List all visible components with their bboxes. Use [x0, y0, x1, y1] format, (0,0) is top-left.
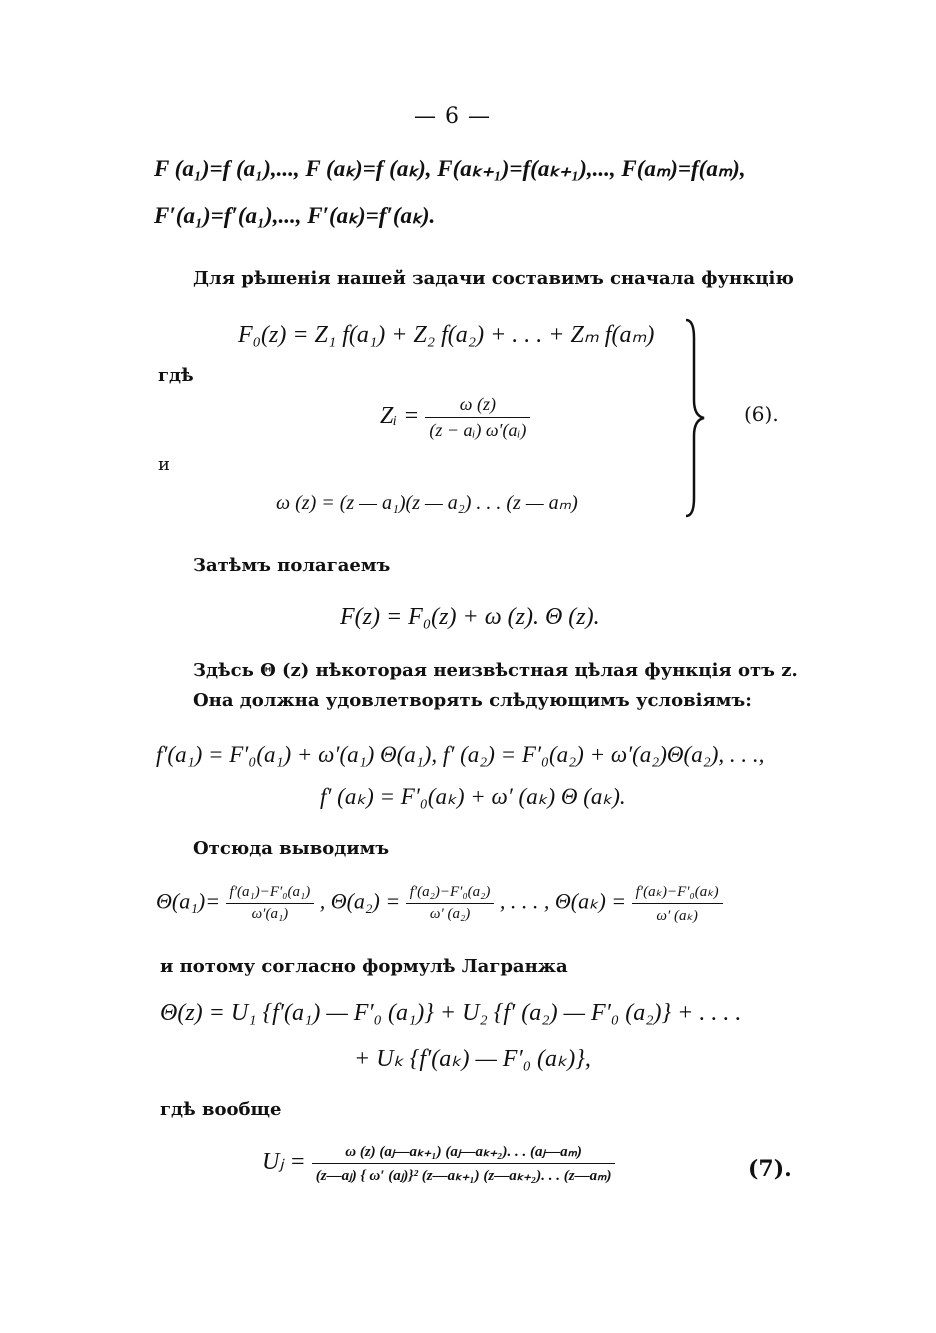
- theta-1-fraction: [226, 884, 315, 923]
- equation-boundary-values: F (a₁)=f (a₁),..., F (aₖ)=f (aₖ), F(aₖ₊₁)=f(aₖ₊₁),..., F(aₘ)=f(aₘ),: [154, 156, 746, 181]
- page-number: — 6 —: [414, 104, 491, 129]
- paragraph-lagrange: и потому согласно формулѣ Лагранжа: [160, 956, 568, 977]
- uj-lhs: Uⱼ =: [262, 1149, 306, 1176]
- zi-fraction: [425, 394, 530, 441]
- equation-conditions-2: f′ (aₖ) = F′₀(aₖ) + ω′ (aₖ) Θ (aₖ).: [320, 784, 626, 809]
- equation-theta-values: [156, 882, 723, 925]
- equation-conditions-1: f′(a₁) = F′₀(a₁) + ω′(a₁) Θ(a₁), f′ (a₂) = F′₀(a₂) + ω′(a₂)Θ(a₂), . . .,: [156, 742, 765, 767]
- paragraph-here-theta: Здѣсь Θ (z) нѣкоторая неизвѣстная цѣлая функція отъ z.: [193, 660, 798, 681]
- uj-numerator: ω (z) (aⱼ—aₖ₊₁) (aⱼ—aₖ₊₂). . . (aⱼ—aₘ): [312, 1142, 616, 1164]
- theta-1-numerator: f′(a₁)−F′₀(a₁): [226, 884, 315, 904]
- theta-2-numerator: f′(a₂)−F′₀(a₂): [406, 884, 495, 904]
- equation-6-label: (6).: [744, 402, 779, 426]
- uj-fraction: [312, 1142, 616, 1185]
- theta-k-denominator: ω′ (aₖ): [656, 908, 698, 924]
- label-and: и: [158, 454, 170, 475]
- equation-f0: F₀(z) = Z₁ f(a₁) + Z₂ f(a₂) + . . . + Zₘ f(aₘ): [238, 322, 655, 348]
- theta-1-lhs: Θ(a₁)=: [156, 888, 221, 914]
- equation-derivative-values: F′(a₁)=f′(a₁),..., F′(aₖ)=f′(aₖ).: [154, 203, 436, 228]
- theta-2-denominator: ω′ (a₂): [429, 906, 471, 922]
- zi-denominator: (z − aᵢ) ω′(aᵢ): [429, 420, 527, 440]
- paragraph-first-construct: Для рѣшенія нашей задачи составимъ сначала функцію: [193, 268, 794, 289]
- theta-2-fraction: [406, 884, 495, 923]
- theta-k-fraction: [632, 882, 723, 925]
- zi-numerator: ω (z): [425, 394, 530, 418]
- equation-F-def: F(z) = F₀(z) + ω (z). Θ (z).: [340, 604, 600, 630]
- theta-k-lhs: , . . . , Θ(aₖ) =: [499, 888, 627, 914]
- equation-lagrange-2: + Uₖ {f′(aₖ) — F′₀ (aₖ)},: [354, 1046, 591, 1072]
- uj-denominator: (z—aⱼ) { ω′ (aⱼ)}² (z—aₖ₊₁) (z—aₖ₊₂). . . (z—aₘ): [315, 1168, 612, 1184]
- equation-zi: [380, 394, 530, 441]
- equation-lagrange-1: Θ(z) = U₁ {f′(a₁) — F′₀ (a₁)} + U₂ {f′ (a₂) — F′₀ (a₂)} + . . . .: [160, 1000, 742, 1026]
- paragraph-then-set: Затѣмъ полагаемъ: [193, 555, 391, 576]
- right-brace: [680, 318, 710, 518]
- equation-7-label: (7).: [748, 1156, 792, 1182]
- zi-lhs: Zᵢ =: [380, 403, 420, 430]
- equation-uj: [262, 1142, 615, 1185]
- paragraph-must-satisfy: Она должна удовлетворять слѣдующимъ условіямъ:: [193, 690, 752, 711]
- paragraph-hence: Отсюда выводимъ: [193, 838, 390, 859]
- theta-k-numerator: f′(aₖ)−F′₀(aₖ): [632, 882, 723, 904]
- equation-omega: ω (z) = (z — a₁)(z — a₂) . . . (z — aₘ): [276, 492, 578, 514]
- theta-2-lhs: , Θ(a₂) =: [319, 888, 401, 914]
- paragraph-where-in-general: гдѣ вообще: [160, 1099, 282, 1120]
- theta-1-denominator: ω′(a₁): [251, 906, 289, 922]
- label-where: гдѣ: [158, 365, 194, 386]
